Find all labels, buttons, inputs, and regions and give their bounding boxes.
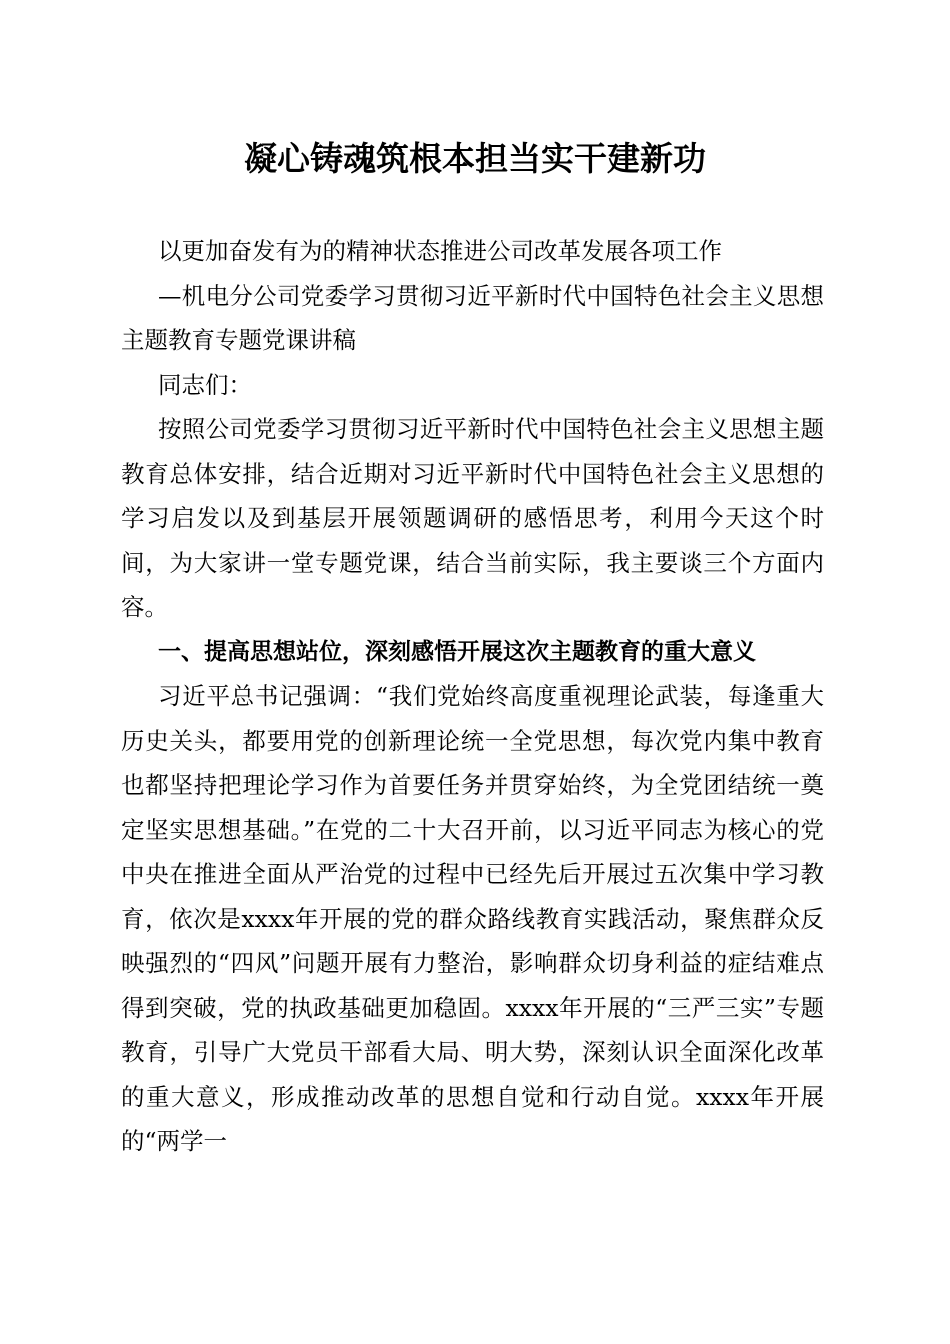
body-paragraph: 习近平总书记强调：“我们党始终高度重视理论武装，每逢重大历史关头，都要用党的创新理论统一全党思想，每次党内集中教育也都坚持把理论学习作为首要任务并贯穿始终，为全党团结统一奠定坚实思想基础。”在党的二十大召开前，以习近平同志为核心的党中央在推进全面从严治党的过程中已经先后开展过五次集中学习教育，依次是xxxx年开展的党的群众路线教育实践活动，聚焦群众反映强烈的“四风”问题开展有力整治，影响群众切身利益的症结难点得到突破，党的执政基础更加稳固。xxxx年开展的“三严三实”专题教育，引导广大党员干部看大局、明大势，深刻认识全面深化改革的重大意义，形成推动改革的思想自觉和行动自觉。xxxx年开展的“两学一 xyxy=(121,682,824,1155)
intro-paragraph: 按照公司党委学习贯彻习近平新时代中国特色社会主义思想主题教育总体安排，结合近期对习近平新时代中国特色社会主义思想的学习启发以及到基层开展领题调研的感悟思考，利用今天这个时间，为大家讲一堂专题党课，结合当前实际，我主要谈三个方面内容。 xyxy=(121,415,824,621)
subtitle-line: 以更加奋发有为的精神状态推进公司改革发展各项工作 xyxy=(158,237,722,265)
subtitle-source: —机电分公司党委学习贯彻习近平新时代中国特色社会主义思想主题教育专题党课讲稿 xyxy=(121,281,824,354)
section-heading: 一、提高思想站位，深刻感悟开展这次主题教育的重大意义 xyxy=(158,638,756,665)
document-body xyxy=(121,229,824,1164)
salutation: 同志们： xyxy=(158,370,252,399)
document-title: 凝心铸魂筑根本担当实干建新功 xyxy=(244,139,706,178)
